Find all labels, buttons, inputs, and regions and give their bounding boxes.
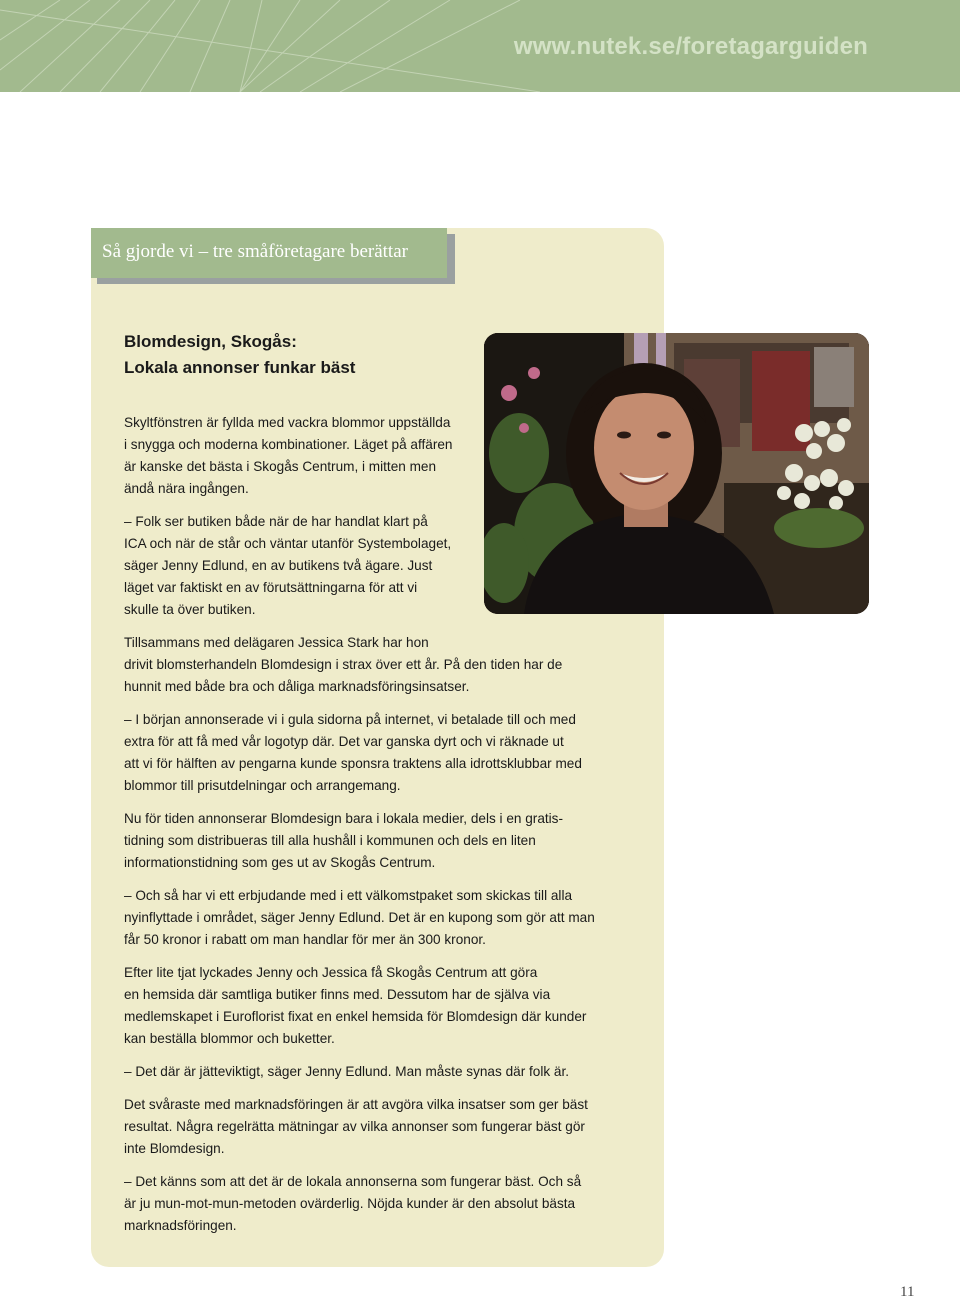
page-number: 11 — [900, 1284, 915, 1300]
paragraph-line: inte Blomdesign. — [124, 1141, 225, 1156]
paragraph-line: – Och så har vi ett erbjudande med i ett välkomstpaket som skickas till alla — [124, 888, 573, 903]
paragraph-line: medlemskapet i Euroflorist fixat en enkel hemsida för Blomdesign där kunder — [124, 1009, 587, 1024]
article-paragraph — [124, 511, 644, 621]
paragraph-line: läget var faktiskt en av förutsättningarna för att vi — [124, 580, 418, 595]
article-paragraph — [124, 885, 644, 951]
paragraph-line: – Det känns som att det är de lokala annonserna som fungerar bäst. Och så — [124, 1174, 582, 1189]
paragraph-line: drivit blomsterhandeln Blomdesign i strax över ett år. På den tiden har de — [124, 657, 563, 672]
paragraph-line: att vi för hälften av pengarna kunde sponsra traktens alla idrottsklubbar med — [124, 756, 582, 771]
paragraph-line: extra för att få med vår logotyp där. Det var ganska dyrt och vi räknade ut — [124, 734, 564, 749]
paragraph-line: en hemsida där samtliga butiker finns med. Dessutom har de själva via — [124, 987, 551, 1002]
paragraph-line: kan beställa blommor och buketter. — [124, 1031, 335, 1046]
article-paragraph — [124, 1094, 644, 1160]
article-headline — [124, 329, 355, 381]
section-title: Så gjorde vi – tre småföretagare berättar — [102, 241, 408, 262]
paragraph-line: i snygga och moderna kombinationer. Läget på affären — [124, 437, 453, 452]
paragraph-line: resultat. Några regelrätta mätningar av vilka annonser som fungerar bäst gör — [124, 1119, 585, 1134]
paragraph-line: informationstidning som ges ut av Skogås Centrum. — [124, 855, 436, 870]
paragraph-line: är ju mun-mot-mun-metoden ovärderlig. Nöjda kunder är den absolut bästa — [124, 1196, 576, 1211]
article-paragraph — [124, 962, 644, 1050]
header-band — [0, 0, 960, 92]
paragraph-line: marknadsföringen. — [124, 1218, 237, 1233]
article-body — [124, 412, 644, 1248]
paragraph-line: tidning som distribueras till alla hushåll i kommunen och dels en liten — [124, 833, 536, 848]
paragraph-line: – Folk ser butiken både när de har handlat klart på — [124, 514, 428, 529]
article-paragraph — [124, 808, 644, 874]
section-tab — [91, 228, 447, 278]
paragraph-line: blommor till prisutdelningar och arrangemang. — [124, 778, 401, 793]
article-paragraph — [124, 1171, 644, 1237]
paragraph-line: ändå nära ingången. — [124, 481, 249, 496]
paragraph-line: får 50 kronor i rabatt om man handlar för mer än 300 kronor. — [124, 932, 486, 947]
paragraph-line: Det svåraste med marknadsföringen är att avgöra vilka insatser som ger bäst — [124, 1097, 588, 1112]
paragraph-line: är kanske det bästa i Skogås Centrum, i mitten men — [124, 459, 437, 474]
headline-line-1: Blomdesign, Skogås: — [124, 332, 297, 351]
paragraph-line: hunnit med både bra och dåliga marknadsföringsinsatser. — [124, 679, 470, 694]
paragraph-line: Nu för tiden annonserar Blomdesign bara i lokala medier, dels i en gratis- — [124, 811, 564, 826]
paragraph-line: säger Jenny Edlund, en av butikens två ägare. Just — [124, 558, 433, 573]
paragraph-line: Efter lite tjat lyckades Jenny och Jessica få Skogås Centrum att göra — [124, 965, 538, 980]
paragraph-line: – Det där är jätteviktigt, säger Jenny Edlund. Man måste synas där folk är. — [124, 1064, 570, 1079]
paragraph-line: ICA och när de står och väntar utanför Systembolaget, — [124, 536, 452, 551]
article-paragraph — [124, 412, 644, 500]
paragraph-line: Skyltfönstren är fyllda med vackra blommor uppställda — [124, 415, 451, 430]
article-paragraph — [124, 1061, 644, 1083]
article-paragraph — [124, 709, 644, 797]
article-paragraph — [124, 632, 644, 698]
headline-line-2: Lokala annonser funkar bäst — [124, 358, 356, 377]
paragraph-line: Tillsammans med delägaren Jessica Stark har hon — [124, 635, 429, 650]
paragraph-line: – I början annonserade vi i gula sidorna på internet, vi betalade till och med — [124, 712, 576, 727]
paragraph-line: nyinflyttade i området, säger Jenny Edlund. Det är en kupong som gör att man — [124, 910, 595, 925]
paragraph-line: skulle ta över butiken. — [124, 602, 256, 617]
site-url[interactable]: www.nutek.se/foretagarguiden — [513, 33, 868, 60]
